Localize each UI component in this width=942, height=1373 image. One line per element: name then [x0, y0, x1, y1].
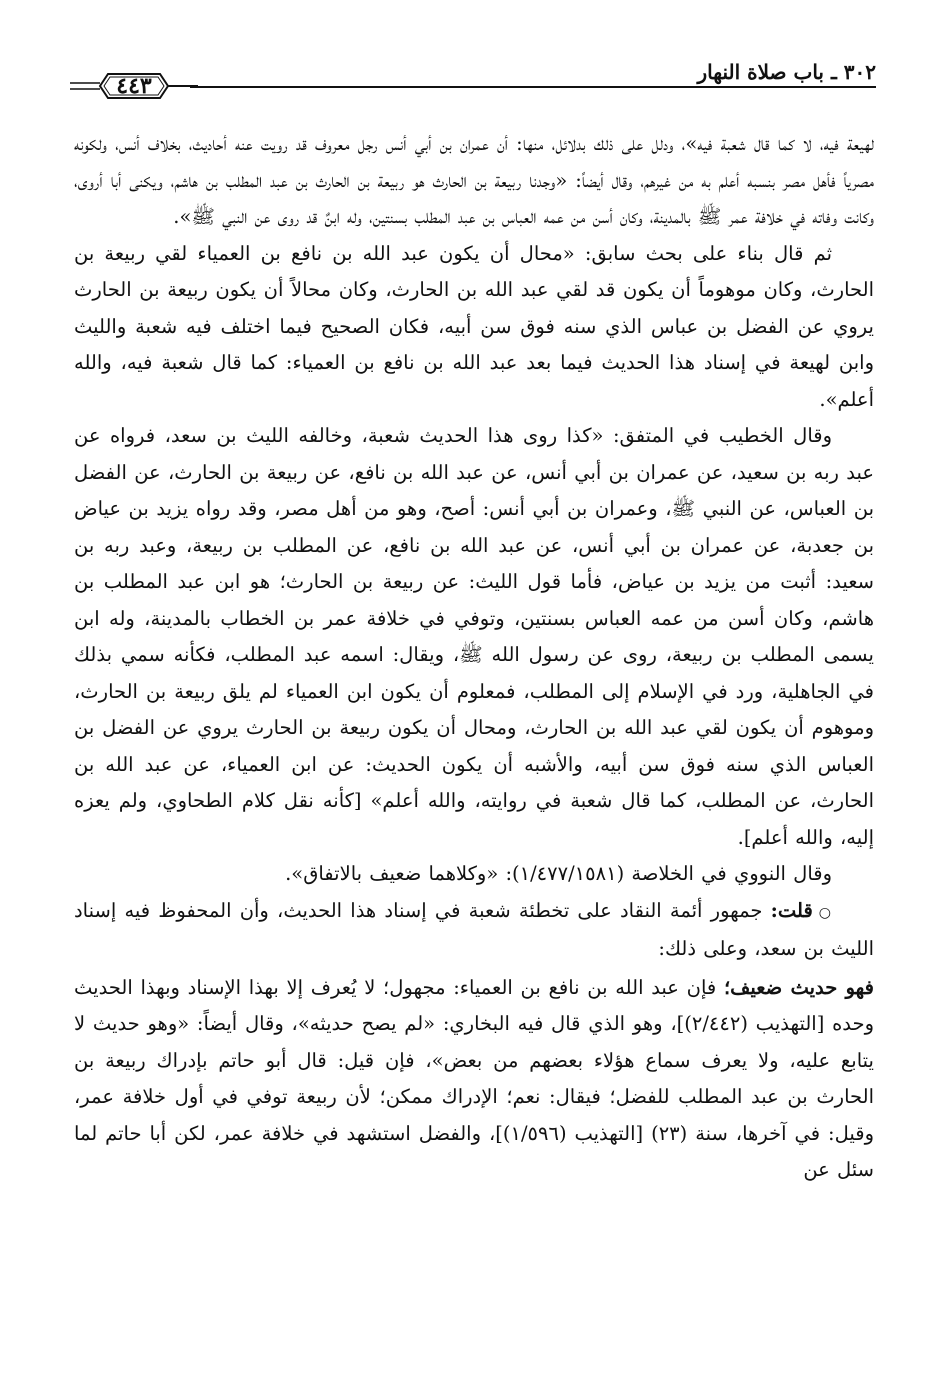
page-number-ornament: [70, 70, 198, 102]
paragraph-5: [74, 893, 874, 968]
paragraph-lead: فهو حديث ضعيف؛: [723, 975, 874, 999]
paragraph-text: وقال الخطيب في المتفق: «كذا روى هذا الحديث شعبة، وخالفه الليث بن سعد، فرواه عن عبد ربه بن سعيد، عن عمران بن أبي أنس، عن عبد الله بن نافع، عن ربيعة بن الحارث، عن الفضل بن العباس، عن النبي ﷺ، وعمران بن أبي أنس: أصح، وهو من أهل مصر، وقد رواه يزيد بن عياض بن جعدبة، عن عمران بن أبي أنس، عن عبد الله بن نافع، عن المطلب بن ربيعة، وعبد ربه بن سعيد: أثبت من يزيد بن عياض، فأما قول الليث: عن ربيعة بن الحارث؛ هو ابن عبد المطلب بن هاشم، وكان أسن من عمه العباس بسنتين، وتوفي في خلافة عمر بن الخطاب بالمدينة، وله ابن يسمى المطلب بن ربيعة، روى عن رسول الله ﷺ، ويقال: اسمه عبد المطلب، فكأنه سمي بذلك في الجاهلية، ورد في الإسلام إلى المطلب، فمعلوم أن يكون ابن العمياء لم يلق ربيعة بن الحارث، وموهوم أن يكون لقي عبد الله بن الحارث، ومحال أن يكون ربيعة بن الحارث يروي عن الفضل بن العباس الذي سنه فوق سن أبيه، والأشبه أن يكون الحديث: عن ابن العمياء، عن عبد الله بن الحارث، عن المطلب، كما قال شعبة في روايته، والله أعلم» [كأنه نقل كلام الطحاوي، ولم يعزه إليه، والله أعلم].: [74, 424, 874, 849]
paragraph-text: فإن عبد الله بن نافع بن العمياء: مجهول؛ لا يُعرف إلا بهذا الإسناد وبهذا الحديث وحده [التهذيب (٢/٤٤٢)]، وهو الذي قال فيه البخاري: «لم يصح حديثه»، وقال أيضاً: «وهو حديث لا يتابع عليه، ولا يعرف سماع هؤلاء بعضهم من بعض»، فإن قيل: قال أبو حاتم بإدراك ربيعة بن الحارث بن عبد المطلب للفضل؛ فيقال: نعم؛ الإدراك ممكن؛ لأن ربيعة توفي في أول خلافة عمر، وقيل: في آخرها، سنة (٢٣) [التهذيب (١/٥٩٦)]، والفضل استشهد في خلافة عمر، لكن أبا حاتم لما سئل عن: [74, 975, 874, 1181]
circle-marker-icon: ○: [818, 904, 832, 921]
paragraph-2: [74, 236, 874, 419]
chapter-title: ٣٠٢ ـ باب صلاة النهار: [697, 60, 876, 84]
paragraph-text: لهيعة فيه، لا كما قال شعبة فيه»، ودلل على ذلك بدلائل، منها: أن عمران بن أبي أنس رجل معروف قد رويت عنه أحاديث، بخلاف أنس، ولكونه مصرياً فأهل مصر بنسبه أعلم به من غيرهم، وقال أيضاً: «وجدنا ربيعة بن الحارث هو ربيعة بن الحارث بن عبد المطلب بن هاشم، ويكنى أبا أروى، وكانت وفاته في خلافة عمر ﷺ بالمدينة، وكان أسن من عمه العباس بن عبد المطلب بسنتين، وله ابنٌ قد روى عن النبي ﷺ».: [74, 132, 874, 228]
page-header: [70, 52, 876, 102]
header-rule: [190, 86, 876, 88]
paragraph-3: [74, 418, 874, 856]
paragraph-4: [74, 856, 874, 893]
paragraph-6: [74, 970, 874, 1189]
paragraph-text: ثم قال بناء على بحث سابق: «محال أن يكون عبد الله بن نافع بن العمياء لقي ربيعة بن الحارث، وكان موهوماً أن يكون قد لقي عبد الله بن الحارث، وكان محالاً أن يكون ربيعة بن الحارث يروي عن الفضل بن عباس الذي سنه فوق سن أبيه، فكان الصحيح فيما اختلف فيه شعبة والليث وابن لهيعة في إسناد هذا الحديث فيما بعد عبد الله بن نافع بن العمياء: كما قال شعبة فيه، والله أعلم».: [74, 241, 874, 411]
paragraph-text: جمهور أئمة النقاد على تخطئة شعبة في إسناد هذا الحديث، وأن المحفوظ فيه إسناد الليث بن سعد، وعلى ذلك:: [74, 898, 874, 960]
paragraph-1: [74, 126, 874, 236]
page-body: [74, 126, 874, 1189]
paragraph-text: وقال النووي في الخلاصة (١/٤٧٧/١٥٨١): «وكلاهما ضعيف بالاتفاق».: [285, 862, 832, 885]
page-number: ٤٤٣: [116, 73, 152, 99]
paragraph-lead: قلت:: [770, 898, 813, 922]
